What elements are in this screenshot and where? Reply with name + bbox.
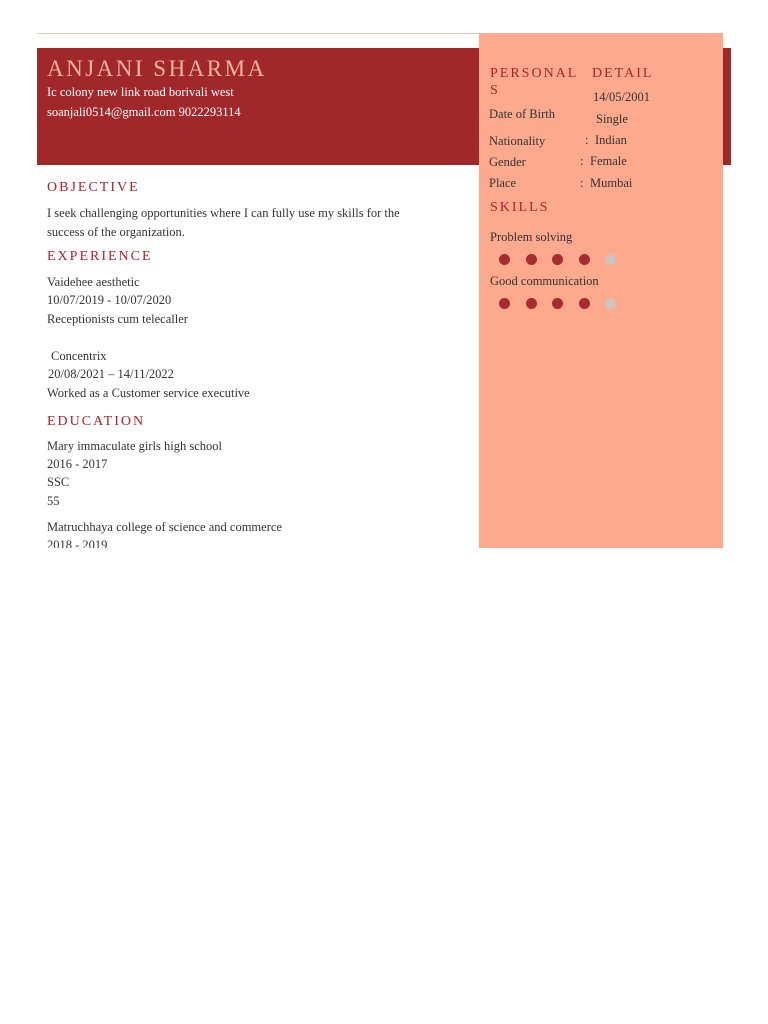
place-label: Place [489, 176, 517, 190]
objective-heading: OBJECTIVE [47, 180, 140, 195]
rating-dot-empty [605, 254, 616, 265]
skills-heading: SKILLS [490, 200, 550, 215]
email-link[interactable]: soanjali0514@gmail.com [47, 105, 176, 119]
nationality-value: Indian [595, 133, 627, 147]
education-heading: EDUCATION [47, 414, 146, 429]
education-score: 55 [47, 494, 60, 508]
gender-label: Gender [489, 155, 526, 169]
rating-dot-filled [499, 298, 510, 309]
experience-heading: EXPERIENCE [47, 249, 153, 264]
rating-dot-filled [552, 254, 563, 265]
job-company: Vaidehee aesthetic [47, 275, 140, 289]
place-separator: : [580, 176, 584, 190]
education-clip [0, 538, 768, 548]
nationality-label: Nationality [489, 134, 546, 148]
skill-name: Problem solving [490, 230, 573, 244]
personal-details-heading-right: DETAIL [592, 66, 654, 81]
job-role: Worked as a Customer service executive [47, 386, 250, 400]
rating-dot-filled [526, 254, 537, 265]
dob-value: 14/05/2001 [593, 90, 650, 104]
personal-details-heading-wrap: S [490, 83, 500, 98]
marital-status-value: Single [596, 112, 628, 126]
rating-dot-filled [526, 298, 537, 309]
candidate-name: ANJANI SHARMA [47, 56, 267, 81]
rating-dot-filled [579, 254, 590, 265]
rating-dot-empty [605, 298, 616, 309]
address: Ic colony new link road borivali west [47, 85, 234, 99]
gender-separator: : [580, 154, 584, 168]
nationality-separator: : [585, 133, 589, 147]
education-qualification: SSC [47, 475, 70, 489]
job-dates: 20/08/2021 – 14/11/2022 [48, 367, 174, 381]
place-value: Mumbai [590, 176, 633, 190]
job-role: Receptionists cum telecaller [47, 312, 188, 326]
education-years: 2018 - 2019 [47, 538, 108, 548]
gender-value: Female [590, 154, 627, 168]
education-years: 2016 - 2017 [47, 457, 108, 471]
objective-text-line-2: success of the organization. [47, 225, 185, 239]
rating-dot-filled [552, 298, 563, 309]
skill-name: Good communication [490, 274, 599, 288]
dob-label: Date of Birth [489, 107, 555, 121]
rating-dot-filled [499, 254, 510, 265]
contact-line [47, 105, 241, 120]
phone-number: 9022293114 [178, 105, 241, 119]
education-school: Mary immaculate girls high school [47, 439, 222, 453]
rating-dot-filled [579, 298, 590, 309]
job-company: Concentrix [51, 349, 107, 363]
job-dates: 10/07/2019 - 10/07/2020 [47, 293, 172, 307]
objective-text-line-1: I seek challenging opportunities where I can fully use my skills for the [47, 206, 400, 220]
personal-details-heading: PERSONAL [490, 66, 579, 81]
education-school: Matruchhaya college of science and commerce [47, 520, 282, 534]
